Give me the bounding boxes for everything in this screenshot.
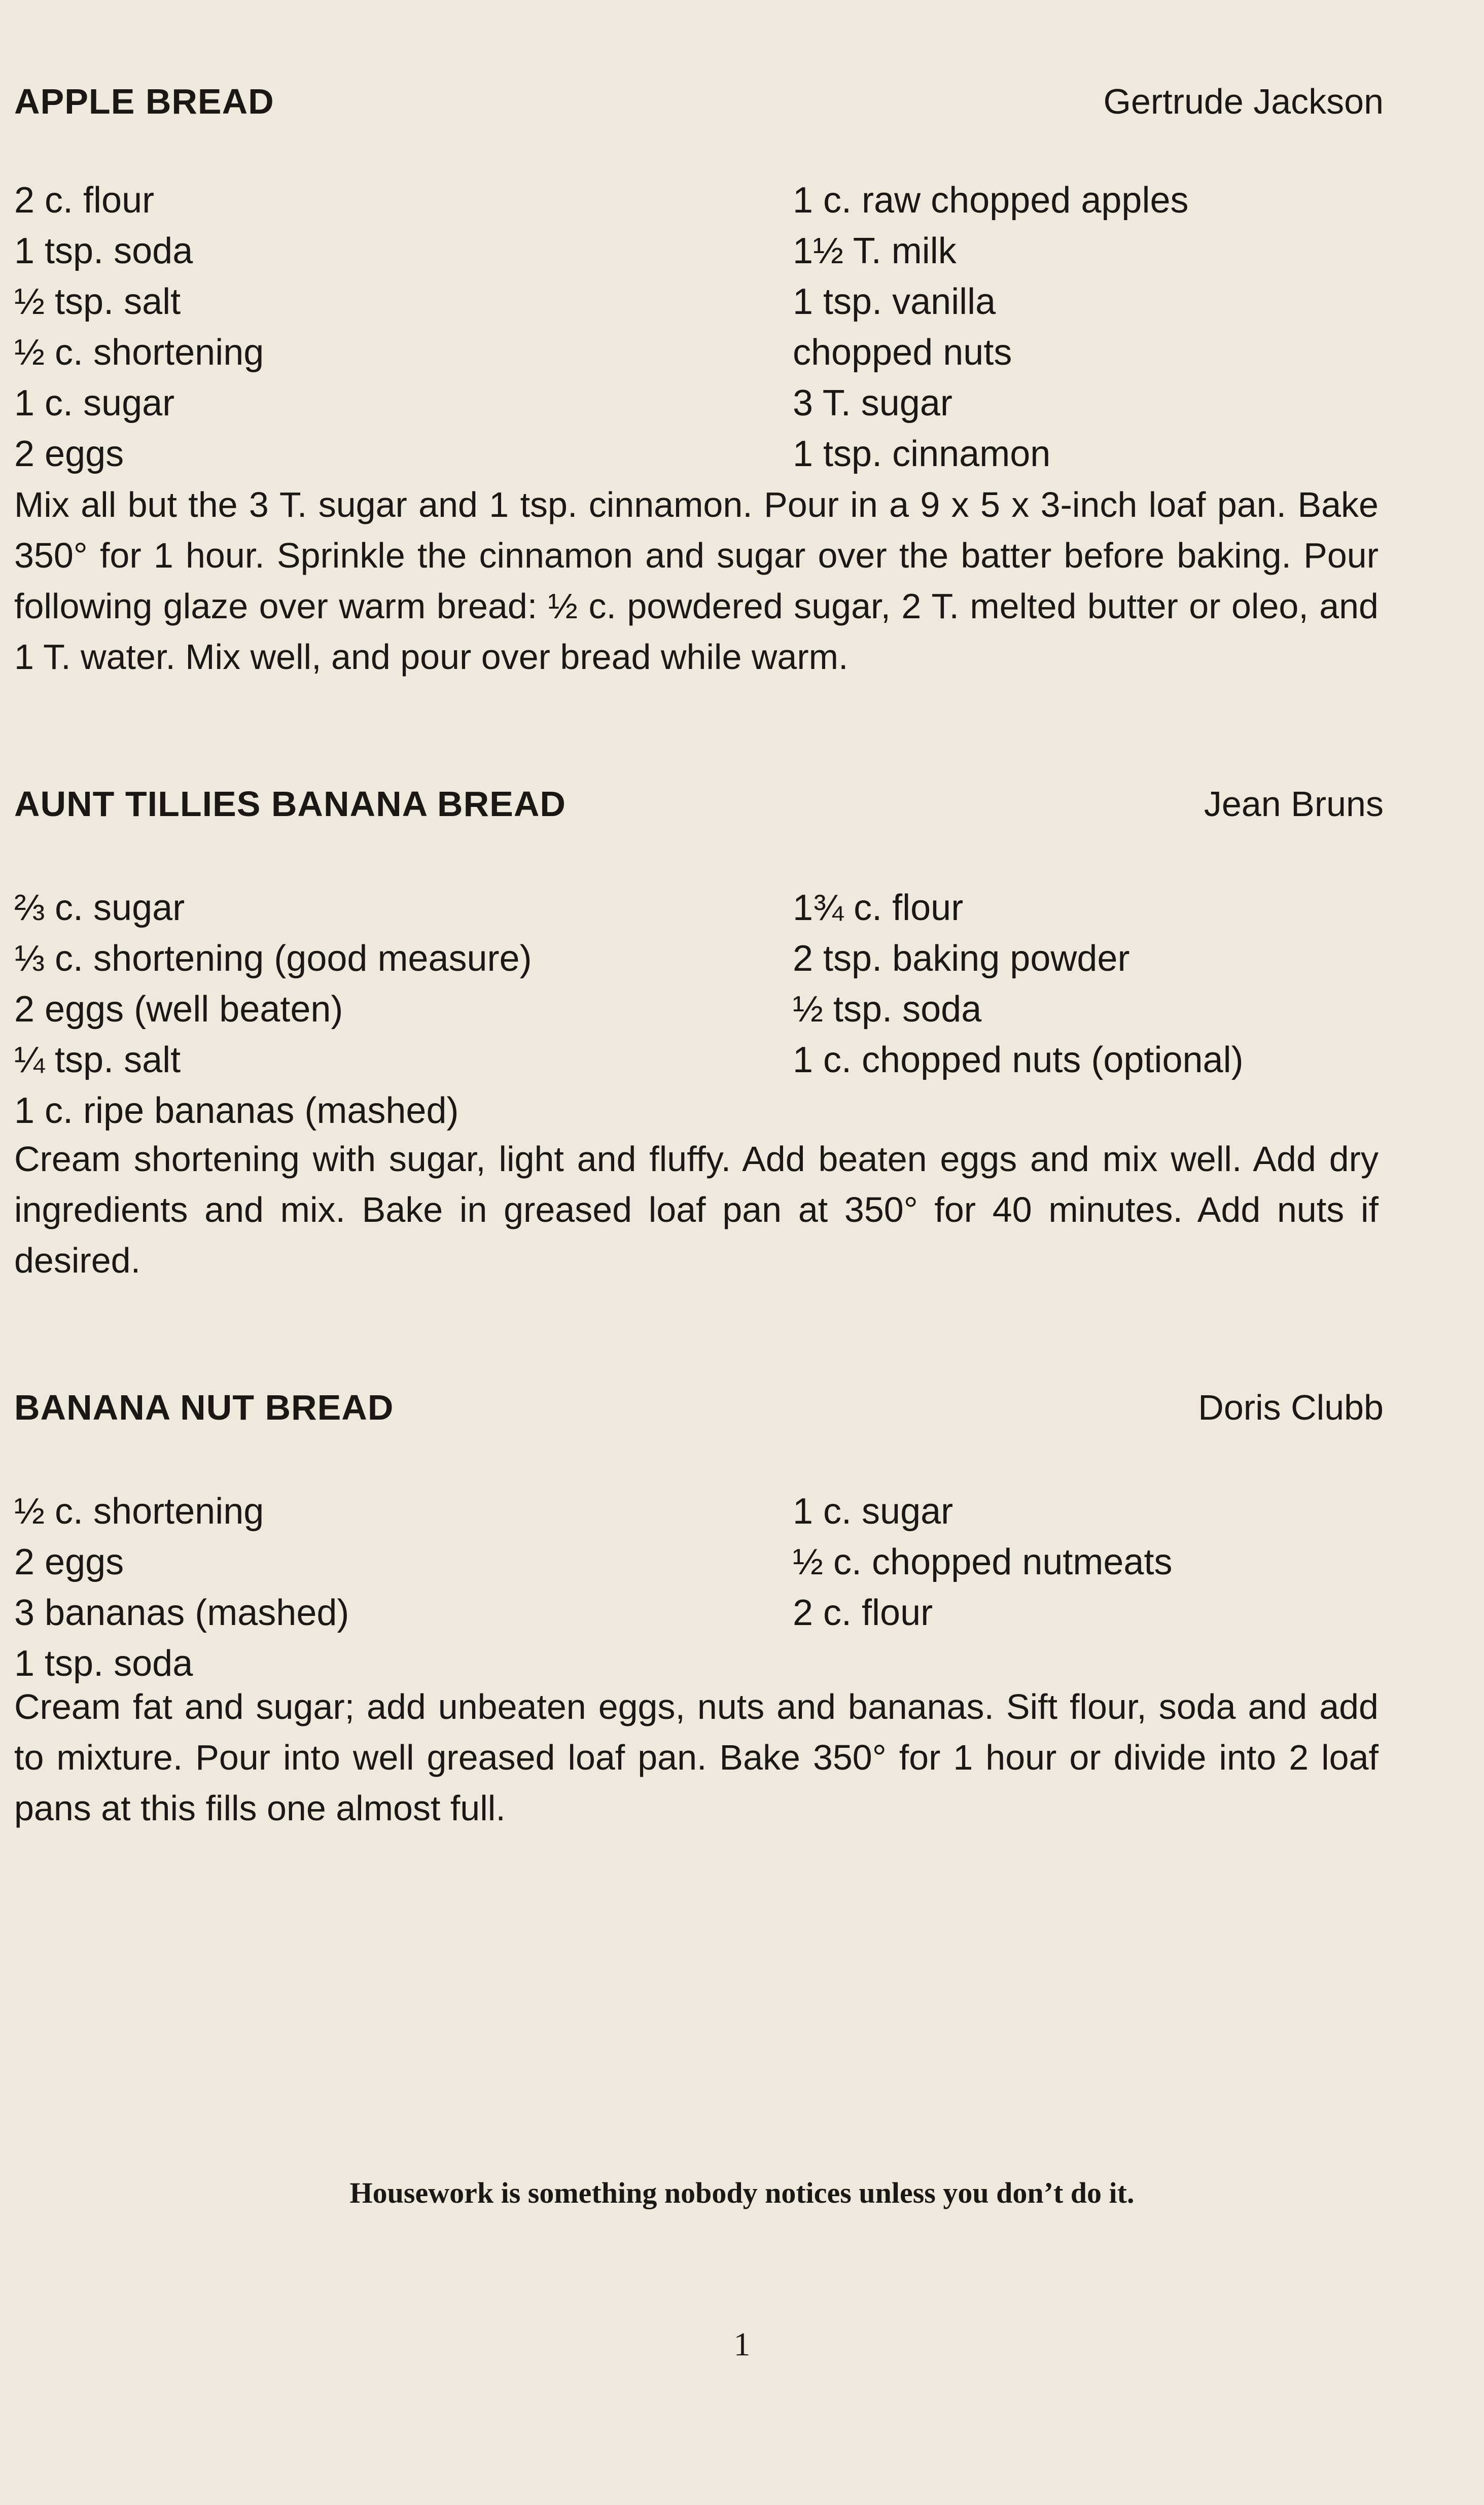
recipe-title: BANANA NUT BREAD [14,1388,394,1427]
ingredient-item: 1 c. ripe bananas (mashed) [14,1090,459,1131]
ingredient-item: ½ c. shortening [14,1491,264,1532]
page-number: 1 [733,2326,751,2363]
recipe-title: AUNT TILLIES BANANA BREAD [14,784,566,824]
ingredient-item: 2 c. flour [793,1593,933,1633]
ingredient-item: 2 eggs [14,1542,124,1582]
ingredient-item: 1½ T. milk [793,231,957,271]
ingredient-item: chopped nuts [793,332,1012,373]
ingredient-item: ½ c. shortening [14,332,264,373]
ingredient-item: 1¾ c. flour [793,888,964,928]
recipe-author: Gertrude Jackson [1103,82,1384,121]
recipe-instructions: Cream shortening with sugar, light and fluffy. Add beaten eggs and mix well. Add dry ingredients and mix. Bake in greased loaf pan at 350° for 40 minutes. Add nuts if desired. [14,1139,1379,1280]
ingredient-item: ¼ tsp. salt [14,1040,181,1080]
footer-quote: Housework is something nobody notices unless you don’t do it. [349,2176,1135,2209]
ingredients-left-column [14,175,264,479]
recipe-author: Doris Clubb [1198,1388,1384,1427]
ingredient-item: ½ tsp. soda [793,989,982,1030]
ingredient-item: 1 c. raw chopped apples [793,180,1189,221]
ingredient-item: ½ tsp. salt [14,281,181,322]
ingredients-right-column [793,175,1189,479]
ingredient-item: ⅔ c. sugar [14,888,185,928]
recipe-title: APPLE BREAD [14,82,274,121]
ingredient-item: 1 c. sugar [14,383,175,424]
ingredient-item: 1 c. chopped nuts (optional) [793,1040,1244,1080]
recipe-author: Jean Bruns [1204,784,1384,824]
ingredients-left-column [14,1486,349,1689]
ingredient-item: 1 c. sugar [793,1491,953,1532]
recipe-instructions: Mix all but the 3 T. sugar and 1 tsp. cinnamon. Pour in a 9 x 5 x 3-inch loaf pan. Bake 350° for 1 hour. Sprinkle the cinnamon and sugar over the batter before baking. Pour following glaze over warm bread: ½ c. powdered sugar, 2 T. melted butter or oleo, and 1 T. water. Mix well, and pour over bread while warm. [14,485,1379,677]
ingredient-item: 1 tsp. soda [14,1643,193,1684]
ingredient-item: 1 tsp. cinnamon [793,434,1051,474]
ingredient-item: 3 T. sugar [793,383,952,424]
ingredient-item: 2 tsp. baking powder [793,938,1130,979]
ingredient-item: 1 tsp. soda [14,231,193,271]
ingredient-item: 2 eggs (well beaten) [14,989,343,1030]
ingredients-left-column [14,883,532,1136]
ingredient-item: ⅓ c. shortening (good measure) [14,938,532,979]
ingredient-item: 3 bananas (mashed) [14,1593,349,1633]
ingredients-right-column [793,883,1244,1085]
ingredient-item: 1 tsp. vanilla [793,281,996,322]
ingredient-item: 2 c. flour [14,180,155,221]
recipe-instructions: Cream fat and sugar; add unbeaten eggs, nuts and bananas. Sift flour, soda and add to mixture. Pour into well greased loaf pan. Bake 350° for 1 hour or divide into 2 loaf pans at this fills one almost full. [14,1687,1379,1828]
ingredient-item: ½ c. chopped nutmeats [793,1542,1173,1582]
ingredient-item: 2 eggs [14,434,124,474]
ingredients-right-column [793,1486,1172,1638]
